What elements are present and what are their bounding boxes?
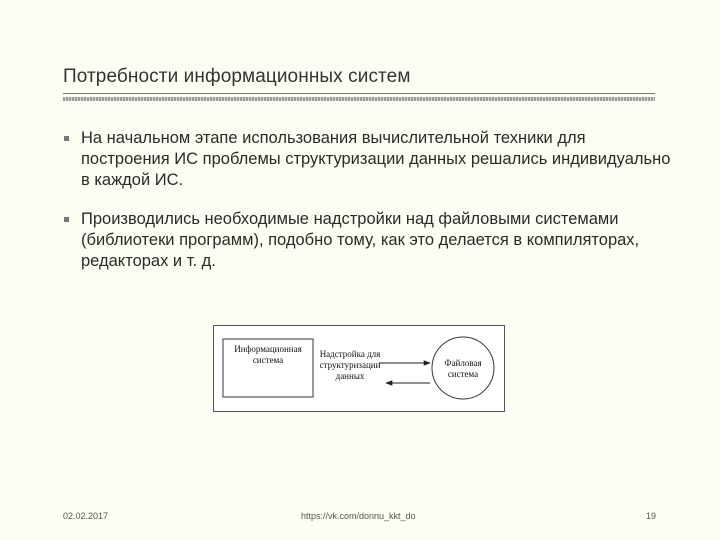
bullet-text: Производились необходимые надстройки над файловыми системами (библиотеки программ), подобно тому, как это делается в компиляторах, редакторах и т. д. xyxy=(81,210,640,270)
file-system-label-line2: система xyxy=(447,369,479,379)
info-system-label-line1: Информационная xyxy=(234,344,302,354)
square-bullet-icon xyxy=(64,217,69,222)
middleware-label-line2: структуризации xyxy=(319,360,381,370)
architecture-diagram xyxy=(213,325,505,412)
diagram-canvas xyxy=(214,326,504,411)
bullet-text: На начальном этапе использования вычислительной техники для построения ИС проблемы структуризации данных решались индивидуально в каждой ИС. xyxy=(81,129,671,189)
bullet-item xyxy=(64,128,674,191)
slide-title: Потребности информационных систем xyxy=(63,66,411,87)
file-system-label-line1: Файловая xyxy=(444,358,482,368)
footer-url[interactable]: https://vk.com/donnu_kkt_do xyxy=(301,511,416,521)
middleware-label-line3: данных xyxy=(335,371,365,381)
title-divider-thick xyxy=(63,97,655,101)
square-bullet-icon xyxy=(64,136,69,141)
title-divider-thin xyxy=(63,93,655,94)
info-system-label-line2: система xyxy=(252,355,284,365)
middleware-label-line1: Надстройка для xyxy=(319,349,381,359)
footer-page-number: 19 xyxy=(646,511,657,521)
footer-date: 02.02.2017 xyxy=(63,511,109,521)
bullet-list xyxy=(64,128,674,290)
bullet-item xyxy=(64,209,674,272)
file-system-circle xyxy=(432,337,494,399)
